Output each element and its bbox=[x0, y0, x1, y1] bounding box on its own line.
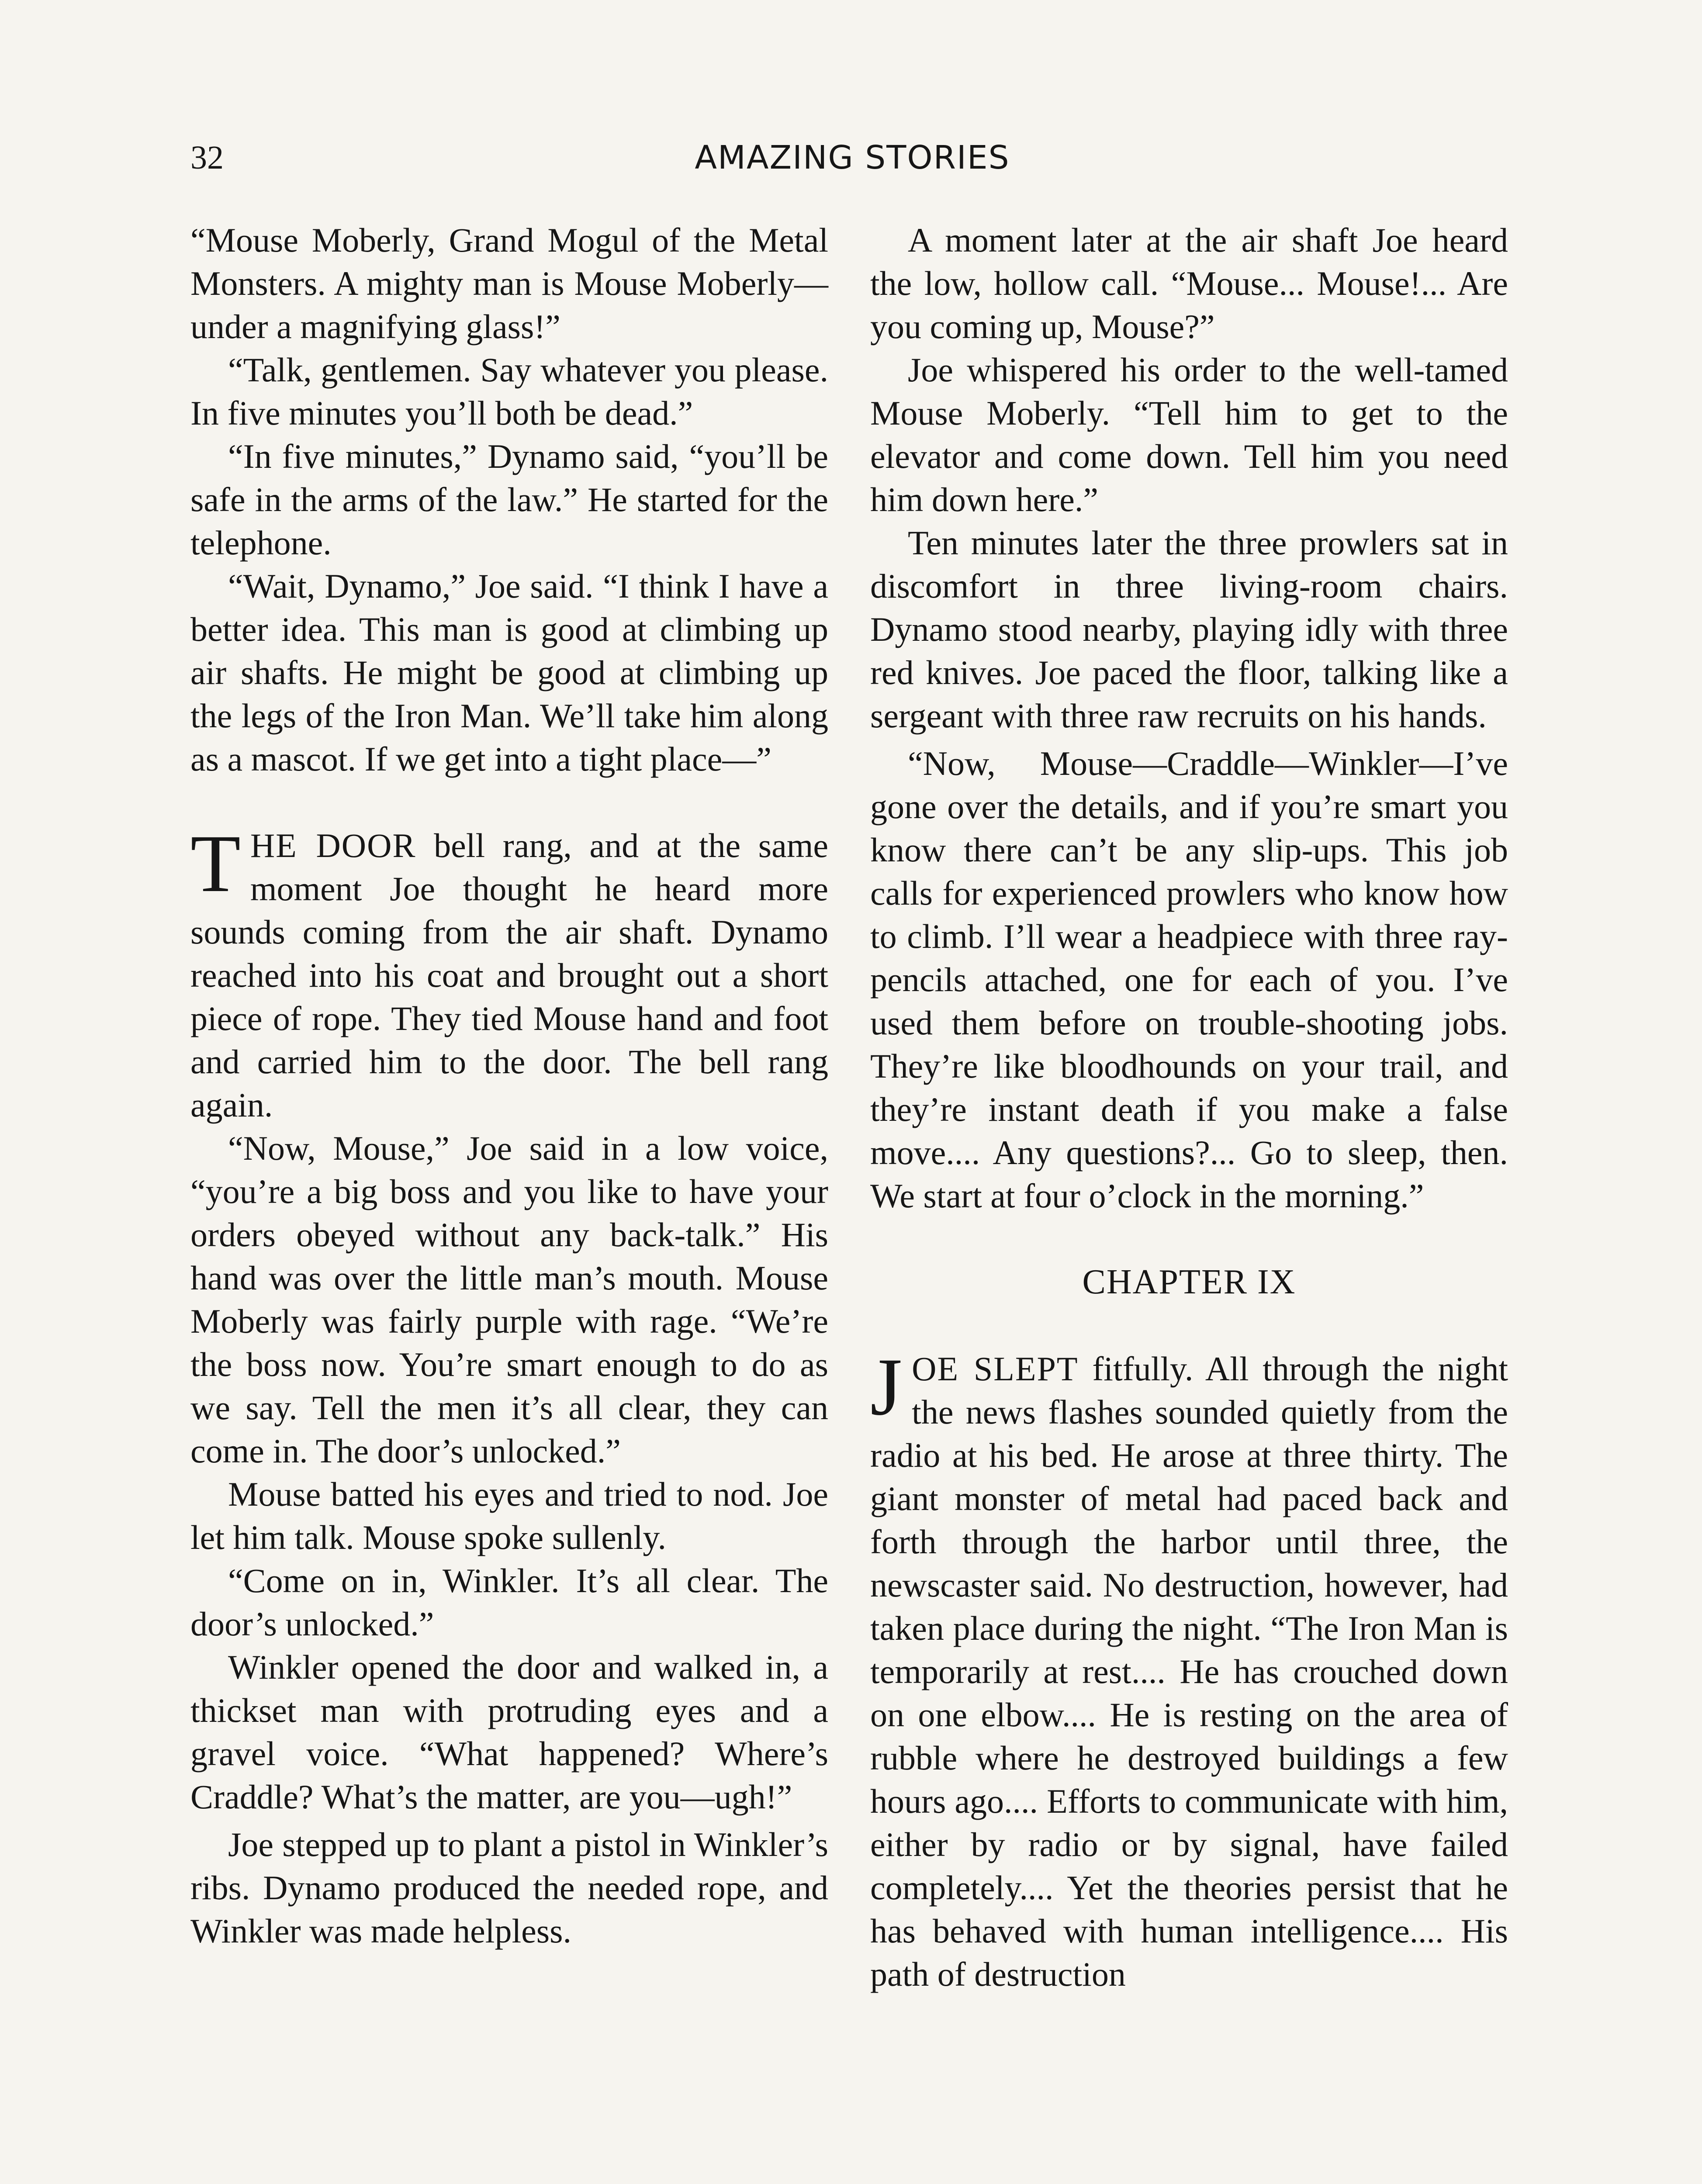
paragraph: “Talk, gentlemen. Say whatever you please. In five minutes you’ll both be dead.” bbox=[190, 351, 828, 432]
paragraph: Mouse batted his eyes and tried to nod. Joe let him talk. Mouse spoke sullenly. bbox=[190, 1475, 828, 1556]
chapter-heading: CHAPTER IX bbox=[1082, 1263, 1296, 1301]
small-caps-lead: HE DOOR bbox=[250, 826, 416, 864]
paragraph: “Now, Mouse—Craddle—Winkler—I’ve gone over the details, and if you’re smart you know there can’t be any slip-ups. This job calls for experienced prowlers who know how to climb. I’ll wear a headpiece with three ray-pencils attached, one for each of you. I’ve used them before on trouble-shooting jobs. They’re like bloodhounds on your trail, and they’re instant death if you make a false move.... Any questions?... Go to sleep, then. We start at four o’clock in the morning.” bbox=[870, 744, 1508, 1215]
small-caps-lead: OE SLEPT bbox=[912, 1350, 1079, 1388]
paragraph: Joe stepped up to plant a pistol in Winkler’s ribs. Dynamo produced the needed rope, and Winkler was made helpless. bbox=[190, 1825, 828, 1950]
paragraph: Joe whispered his order to the well-tamed Mouse Moberly. “Tell him to get to the elevator and come down. Tell him you need him down here.” bbox=[870, 351, 1508, 518]
page-header bbox=[190, 139, 1514, 187]
paragraph: “In five minutes,” Dynamo said, “you’ll be safe in the arms of the law.” He started for the telephone. bbox=[190, 437, 828, 562]
paragraph: “Wait, Dynamo,” Joe said. “I think I have a better idea. This man is good at climbing up air shafts. He might be good at climbing up the legs of the Iron Man. We’ll take him along as a mascot. If we get into a tight place—” bbox=[190, 567, 828, 778]
chapter-opening-paragraph bbox=[870, 1341, 1508, 1996]
page-number: 32 bbox=[190, 139, 224, 176]
paragraph-text: bell rang, and at the same moment Joe thought he heard more sounds coming from the air shaft. Dynamo reached into his coat and brought out a short piece of rope. They tied Mouse hand and foot and carried him to the door. The bell rang again. bbox=[190, 826, 828, 1124]
paragraph: “Mouse Moberly, Grand Mogul of the Metal Monsters. A mighty man is Mouse Moberly—under a magnifying glass!” bbox=[190, 221, 828, 346]
paragraph: Ten minutes later the three prowlers sat in discomfort in three living-room chairs. Dynamo stood nearby, playing idly with three red knives. Joe paced the floor, talking like a sergeant with three raw recruits on his hands. bbox=[870, 524, 1508, 735]
drop-cap: T bbox=[190, 818, 241, 909]
paragraph: Winkler opened the door and walked in, a thickset man with protruding eyes and a gravel voice. “What happened? Where’s Craddle? What’s the matter, are you—ugh!” bbox=[190, 1648, 828, 1816]
left-column bbox=[190, 218, 828, 1952]
paragraph: “Now, Mouse,” Joe said in a low voice, “you’re a big boss and you like to have your orders obeyed without any back-talk.” His hand was over the little man’s mouth. Mouse Moberly was fairly purple with rage. “We’re the boss now. You’re smart enough to do as we say. Tell the men it’s all clear, they can come in. The door’s unlocked.” bbox=[190, 1129, 828, 1470]
paragraph: A moment later at the air shaft Joe heard the low, hollow call. “Mouse... Mouse!... Are you coming up, Mouse?” bbox=[870, 221, 1508, 346]
paragraph-text: fitfully. All through the night the news flashes sounded quietly from the radio at his bed. He arose at three thirty. The giant monster of metal had paced back and forth through the harbor until three, the newscaster said. No destruction, however, had taken place during the night. “The Iron Man is temporarily at rest.... He has crouched down on one elbow.... He is resting on the area of rubble where he destroyed buildings a few hours ago.... Efforts to communicate with him, either by radio or by signal, have failed completely.... Yet the theories persist that he has behaved with human intelligence.... His path of destruction bbox=[870, 1350, 1508, 1993]
running-head: AMAZING STORIES bbox=[695, 139, 1010, 176]
section-opening-paragraph bbox=[190, 818, 828, 1127]
right-column bbox=[870, 218, 1508, 1996]
paragraph: “Come on in, Winkler. It’s all clear. The door’s unlocked.” bbox=[190, 1562, 828, 1643]
drop-cap: J bbox=[870, 1341, 903, 1432]
